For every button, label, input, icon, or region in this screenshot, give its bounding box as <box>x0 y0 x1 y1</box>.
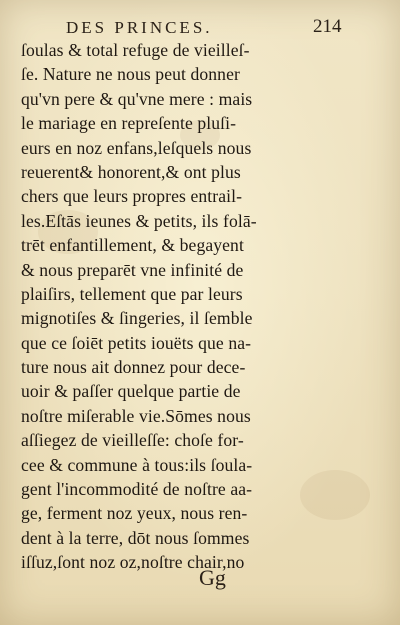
text-line: les.Eſtās ieunes & petits, ils folā- <box>21 210 257 231</box>
text-line: que ce ſoiēt petits iouëts que na- <box>21 332 252 353</box>
text-line: plaiſirs, tellement que par leurs <box>21 283 243 304</box>
running-head-title: DES PRINCES. <box>66 18 213 37</box>
text-line: qu'vn pere & qu'vne mere : mais <box>21 88 253 109</box>
text-line: trēt enfantillement, & begayent <box>21 235 244 256</box>
text-line: le mariage en repreſente pluſi- <box>21 113 237 134</box>
text-line: uoir & paſſer quelque partie de <box>21 381 241 402</box>
text-line: gent l'incommodité de noſtre aa- <box>21 479 253 500</box>
text-line: ſe. Nature ne nous peut donner <box>21 64 240 85</box>
body-text <box>21 38 389 575</box>
text-line: aſſiegez de vieilleſſe: choſe for- <box>21 430 244 451</box>
page-number: 214 <box>313 16 342 37</box>
text-line: iſſuz,ſont noz oz,noſtre chair,no <box>21 552 245 573</box>
text-line: ture nous ait donnez pour dece- <box>21 357 246 378</box>
text-line: & nous preparēt vne infinité de <box>21 259 244 280</box>
text-line: chers que leurs propres entrail- <box>21 186 243 207</box>
text-line: eurs en noz enfans,leſquels nous <box>21 137 252 158</box>
text-line: noſtre miſerable vie.Sōmes nous <box>21 405 251 426</box>
text-line: cee & commune à tous:ils ſoula- <box>21 454 253 475</box>
text-line: mignotiſes & ſingeries, il ſemble <box>21 308 253 329</box>
text-line: dent à la terre, dōt nous ſommes <box>21 527 250 548</box>
running-head <box>0 14 400 40</box>
text-line: reuerent& honorent,& ont plus <box>21 161 241 182</box>
signature-mark: Gg <box>199 565 226 590</box>
text-line: ge, ferment noz yeux, nous ren- <box>21 503 248 524</box>
text-line: ſoulas & total refuge de vieilleſ- <box>21 40 250 60</box>
